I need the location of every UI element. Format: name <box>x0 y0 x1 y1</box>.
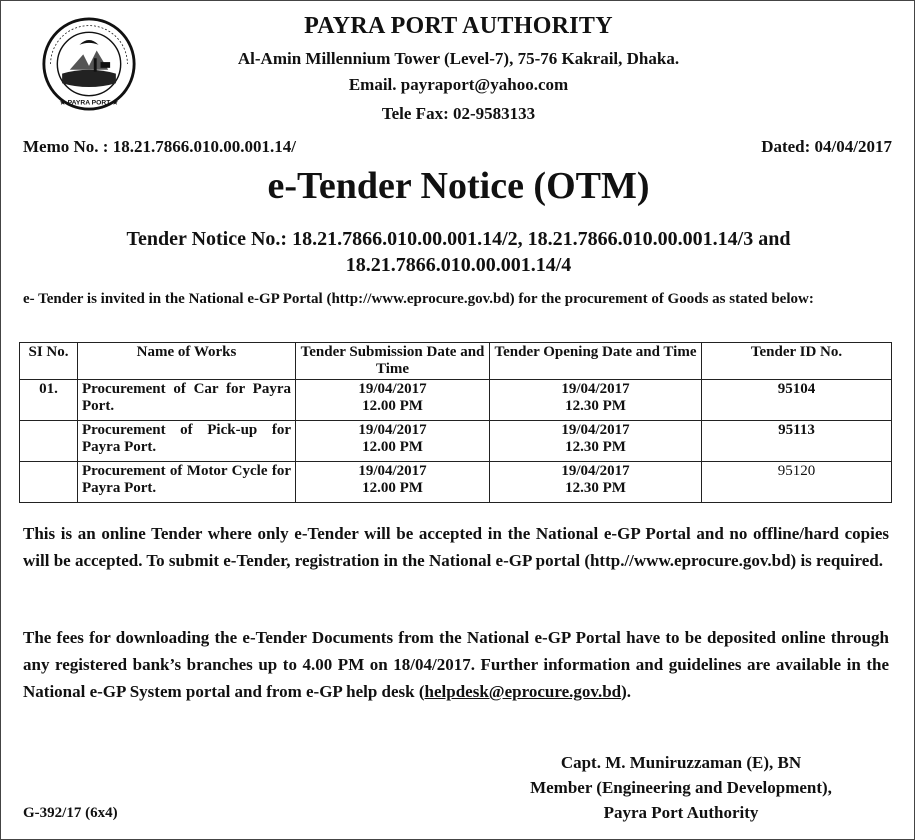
submission-date: 19/04/2017 <box>358 463 427 479</box>
tender-notice-line-1: Tender Notice No.: 18.21.7866.010.00.001.14/2, 18.21.7866.010.00.001.14/3 and <box>126 228 791 250</box>
si-cell: 01. <box>20 380 78 421</box>
col-header-submission: Tender Submission Date and Time <box>296 343 490 380</box>
submission-cell <box>296 421 490 462</box>
tender-notice-numbers <box>1 226 915 278</box>
memo-number: Memo No. : 18.21.7866.010.00.001.14/ <box>23 137 296 156</box>
organization-address: Al-Amin Millennium Tower (Level-7), 75-76 Kakrail, Dhaka. <box>237 49 680 68</box>
fees-text-end: ). <box>621 682 632 701</box>
signatory-organization: Payra Port Authority <box>603 803 759 822</box>
opening-time: 12.30 PM <box>565 480 626 496</box>
fees-paragraph <box>23 624 889 705</box>
memo-date: Dated: 04/04/2017 <box>761 137 892 156</box>
online-tender-paragraph: This is an online Tender where only e-Tender will be accepted in the National e-GP Portal and no offline/hard copies will be accepted. To submit e-Tender, registration in the National e-GP portal (http.//www.eprocure.gov.bd) is required. <box>23 524 889 570</box>
submission-time: 12.00 PM <box>362 480 423 496</box>
opening-date: 19/04/2017 <box>561 381 630 397</box>
table-row <box>20 421 892 462</box>
intro-text: e- Tender is invited in the National e-GP Portal (http://www.eprocure.gov.bd) for the procurement of Goods as stated below: <box>23 291 814 307</box>
work-name-cell: Procurement of Car for Payra Port. <box>78 380 296 421</box>
submission-cell <box>296 462 490 503</box>
opening-date: 19/04/2017 <box>561 463 630 479</box>
tender-notice-line-2: 18.21.7866.010.00.001.14/4 <box>345 254 572 276</box>
opening-date: 19/04/2017 <box>561 422 630 438</box>
si-cell <box>20 421 78 462</box>
tender-table <box>19 342 892 503</box>
submission-date: 19/04/2017 <box>358 381 427 397</box>
submission-cell <box>296 380 490 421</box>
signatory-name: Capt. M. Muniruzzaman (E), BN <box>560 753 802 772</box>
opening-cell <box>490 380 702 421</box>
submission-time: 12.00 PM <box>362 398 423 414</box>
col-header-name: Name of Works <box>78 343 296 380</box>
col-header-tender-id: Tender ID No. <box>702 343 892 380</box>
table-header-row <box>20 343 892 380</box>
signatory-designation: Member (Engineering and Development), <box>530 778 832 797</box>
si-cell <box>20 462 78 503</box>
notice-title: e-Tender Notice (OTM) <box>267 165 650 207</box>
opening-time: 12.30 PM <box>565 398 626 414</box>
svg-text:★ PAYRA PORT ★: ★ PAYRA PORT ★ <box>59 99 119 107</box>
tender-id-cell: 95120 <box>702 462 892 503</box>
ad-code: G-392/17 (6x4) <box>23 805 118 821</box>
table-row <box>20 462 892 503</box>
tender-id-cell: 95113 <box>702 421 892 462</box>
work-name-cell: Procurement of Pick-up for Payra Port. <box>78 421 296 462</box>
work-name-cell: Procurement of Motor Cycle for Payra Port. <box>78 462 296 503</box>
opening-cell <box>490 462 702 503</box>
col-header-si: SI No. <box>20 343 78 380</box>
tender-id-cell: 95104 <box>702 380 892 421</box>
organization-email: Email. payraport@yahoo.com <box>348 75 569 94</box>
organization-telefax: Tele Fax: 02-9583133 <box>381 104 536 123</box>
helpdesk-email-link[interactable]: helpdesk@eprocure.gov.bd <box>424 682 622 701</box>
opening-cell <box>490 421 702 462</box>
table-row <box>20 380 892 421</box>
col-header-opening: Tender Opening Date and Time <box>490 343 702 380</box>
organization-name: PAYRA PORT AUTHORITY <box>304 13 613 39</box>
fees-text: The fees for downloading the e-Tender Documents from the National e-GP Portal have to be deposited online through any registered bank’s branches up to 4.00 PM on 18/04/2017. Further information and guidelines are available in the National e-GP System portal and from e-GP help desk ( <box>23 628 889 701</box>
opening-time: 12.30 PM <box>565 439 626 455</box>
submission-time: 12.00 PM <box>362 439 423 455</box>
submission-date: 19/04/2017 <box>358 422 427 438</box>
